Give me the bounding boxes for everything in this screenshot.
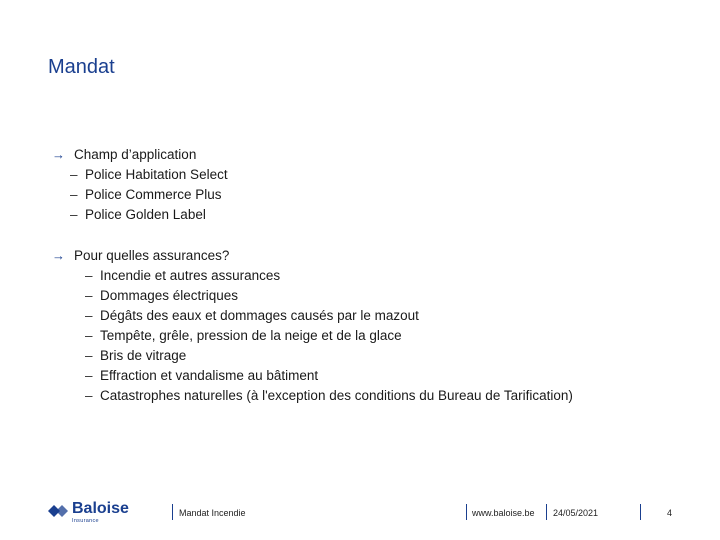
brand-subtitle: Insurance	[72, 518, 99, 524]
list-item: – Incendie et autres assurances	[85, 268, 281, 283]
sub-list	[52, 266, 573, 406]
section-heading-row	[52, 145, 228, 165]
slide-title: Mandat	[48, 56, 115, 78]
footer-divider	[172, 504, 173, 520]
list-item: – Tempête, grêle, pression de la neige et de la glace	[85, 328, 402, 343]
section-heading-row	[52, 246, 573, 266]
arrow-right-icon: →	[52, 147, 65, 162]
footer-divider	[466, 504, 467, 520]
list-item: – Dommages électriques	[85, 288, 239, 303]
arrow-right-icon: →	[52, 248, 65, 263]
section-heading: Champ d’application	[74, 147, 197, 162]
page-number: 4	[667, 508, 673, 518]
footer-website: www.baloise.be	[472, 508, 535, 518]
brand-name: Baloise	[72, 500, 129, 517]
list-item: – Police Golden Label	[70, 207, 206, 222]
list-item: – Catastrophes naturelles (à l'exception des conditions du Bureau de Tarification)	[85, 388, 573, 403]
list-item: – Dégâts des eaux et dommages causés par le mazout	[85, 308, 419, 323]
footer-divider	[546, 504, 547, 520]
list-item: – Effraction et vandalisme au bâtiment	[85, 368, 319, 383]
footer-doc-label: Mandat Incendie	[179, 508, 246, 518]
section-assurances	[52, 246, 573, 406]
list-item: – Police Commerce Plus	[70, 187, 222, 202]
list-item: – Police Habitation Select	[70, 167, 228, 182]
sub-list	[52, 165, 228, 225]
baloise-logo-icon	[48, 502, 70, 520]
footer-date: 24/05/2021	[553, 508, 599, 518]
section-heading: Pour quelles assurances?	[74, 248, 230, 263]
section-champ-application	[52, 145, 228, 225]
list-item: – Bris de vitrage	[85, 348, 187, 363]
brand-logo	[48, 500, 130, 524]
footer-divider	[640, 504, 641, 520]
slide-footer	[0, 496, 720, 526]
